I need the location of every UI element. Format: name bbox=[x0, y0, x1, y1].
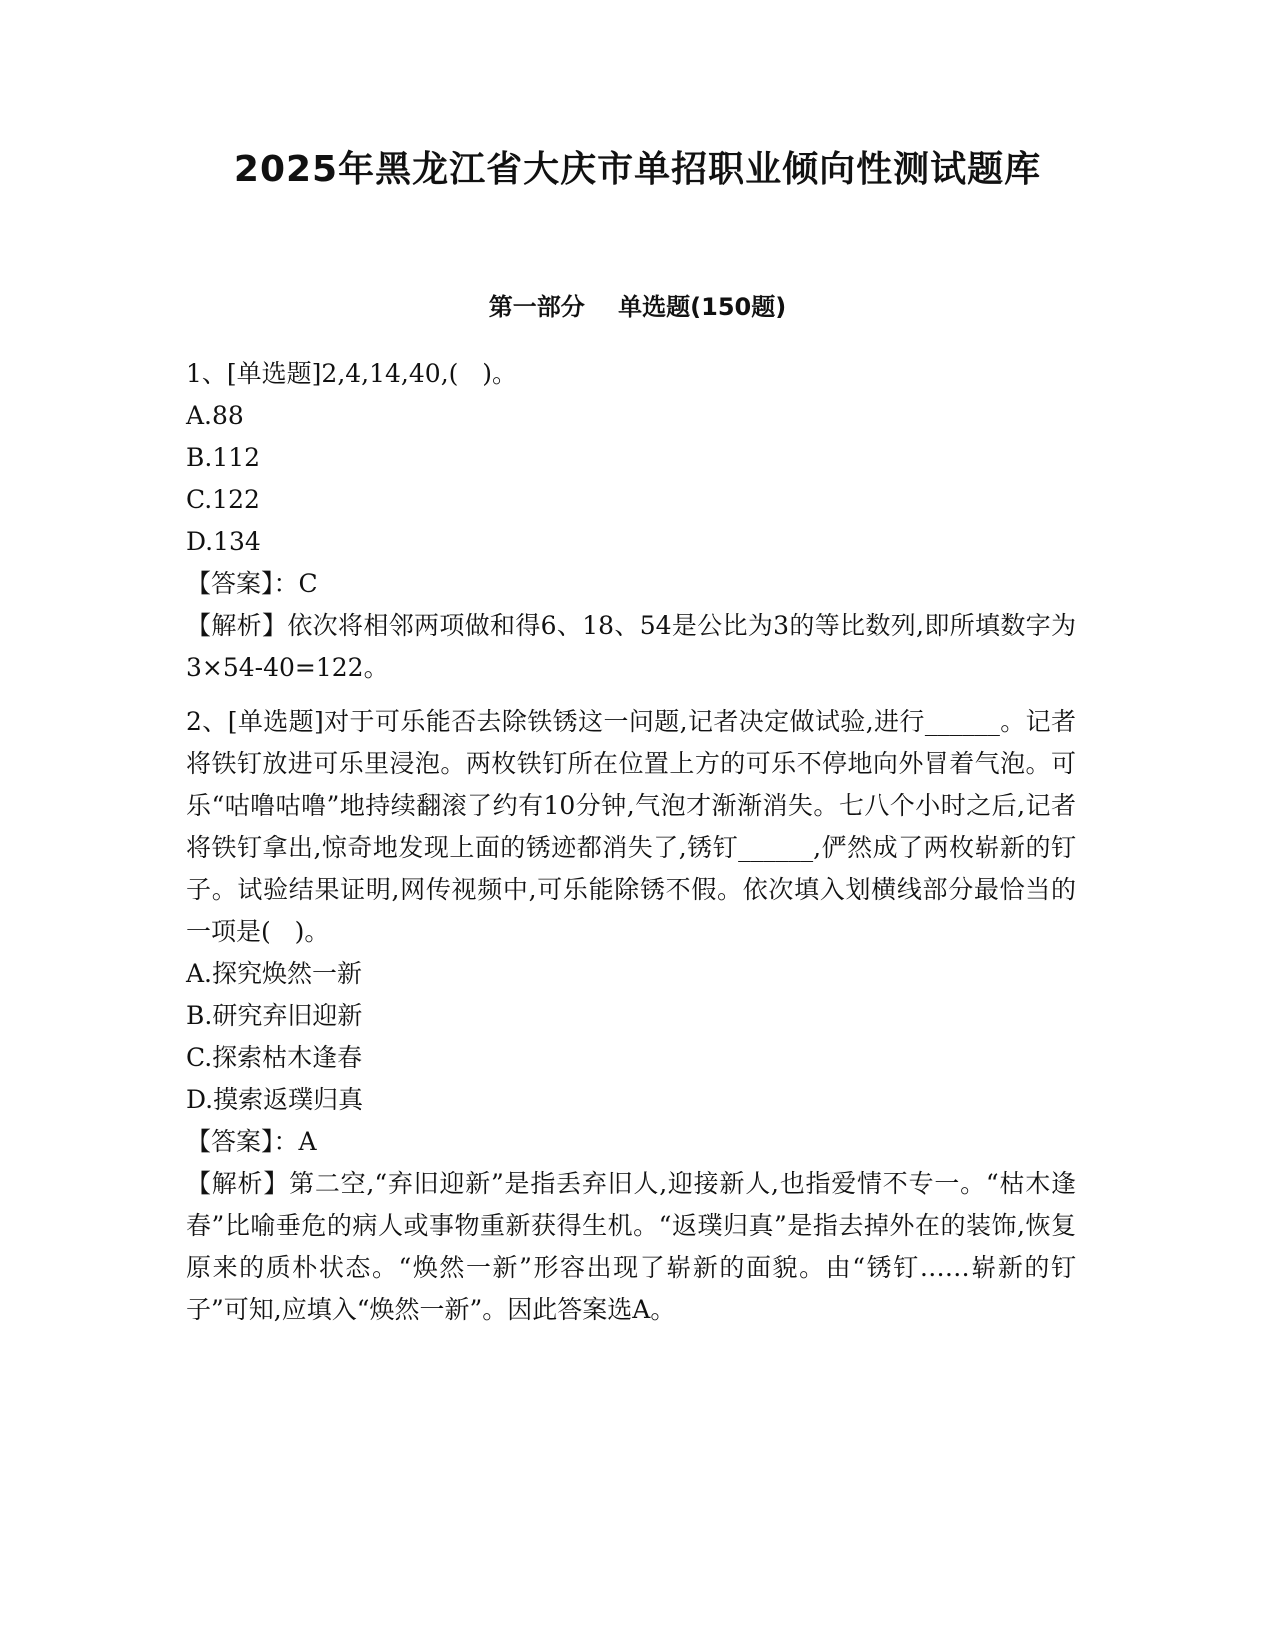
document-title: 2025年黑龙江省大庆市单招职业倾向性测试题库 bbox=[233, 149, 1042, 190]
analysis: 【解析】依次将相邻两项做和得6、18、54是公比为3的等比数列,即所填数字为3×54-40=122。 bbox=[186, 611, 1076, 682]
section-title: 第一部分 单选题(150题) bbox=[488, 293, 787, 321]
analysis: 【解析】第二空,“弃旧迎新”是指丢弃旧人,迎接新人,也指爱情不专一。“枯木逢春”比喻垂危的病人或事物重新获得生机。“返璞归真”是指去掉外在的装饰,恢复原来的质朴状态。“焕然一新”形容出现了崭新的面貌。由“锈钉……崭新的钉子”可知,应填入“焕然一新”。因此答案选A。 bbox=[186, 1169, 1076, 1324]
option-c: C.探索枯木逢春 bbox=[186, 1043, 363, 1072]
question-2 bbox=[186, 701, 1076, 1331]
option-a: A.探究焕然一新 bbox=[186, 959, 363, 988]
question-1 bbox=[186, 353, 1076, 689]
option-b: B.研究弃旧迎新 bbox=[186, 1001, 363, 1030]
question-stem: 2、[单选题]对于可乐能否去除铁锈这一问题,记者决定做试验,进行______。记者将铁钉放进可乐里浸泡。两枚铁钉所在位置上方的可乐不停地向外冒着气泡。可乐“咕噜咕噜”地持续翻滚了约有10分钟,气泡才渐渐消失。七八个小时之后,记者将铁钉拿出,惊奇地发现上面的锈迹都消失了,锈钉______,俨然成了两枚崭新的钉子。试验结果证明,网传视频中,可乐能除锈不假。依次填入划横线部分最恰当的一项是( )。 bbox=[186, 707, 1076, 946]
option-d: D.134 bbox=[186, 527, 261, 556]
question-list bbox=[186, 353, 1076, 1343]
answer: 【答案】：A bbox=[186, 1127, 317, 1156]
option-a: A.88 bbox=[186, 401, 244, 430]
option-b: B.112 bbox=[186, 443, 261, 472]
question-stem: 1、[单选题]2,4,14,40,( )。 bbox=[186, 359, 517, 388]
option-c: C.122 bbox=[186, 485, 260, 514]
option-d: D.摸索返璞归真 bbox=[186, 1085, 364, 1114]
answer: 【答案】：C bbox=[186, 569, 318, 598]
